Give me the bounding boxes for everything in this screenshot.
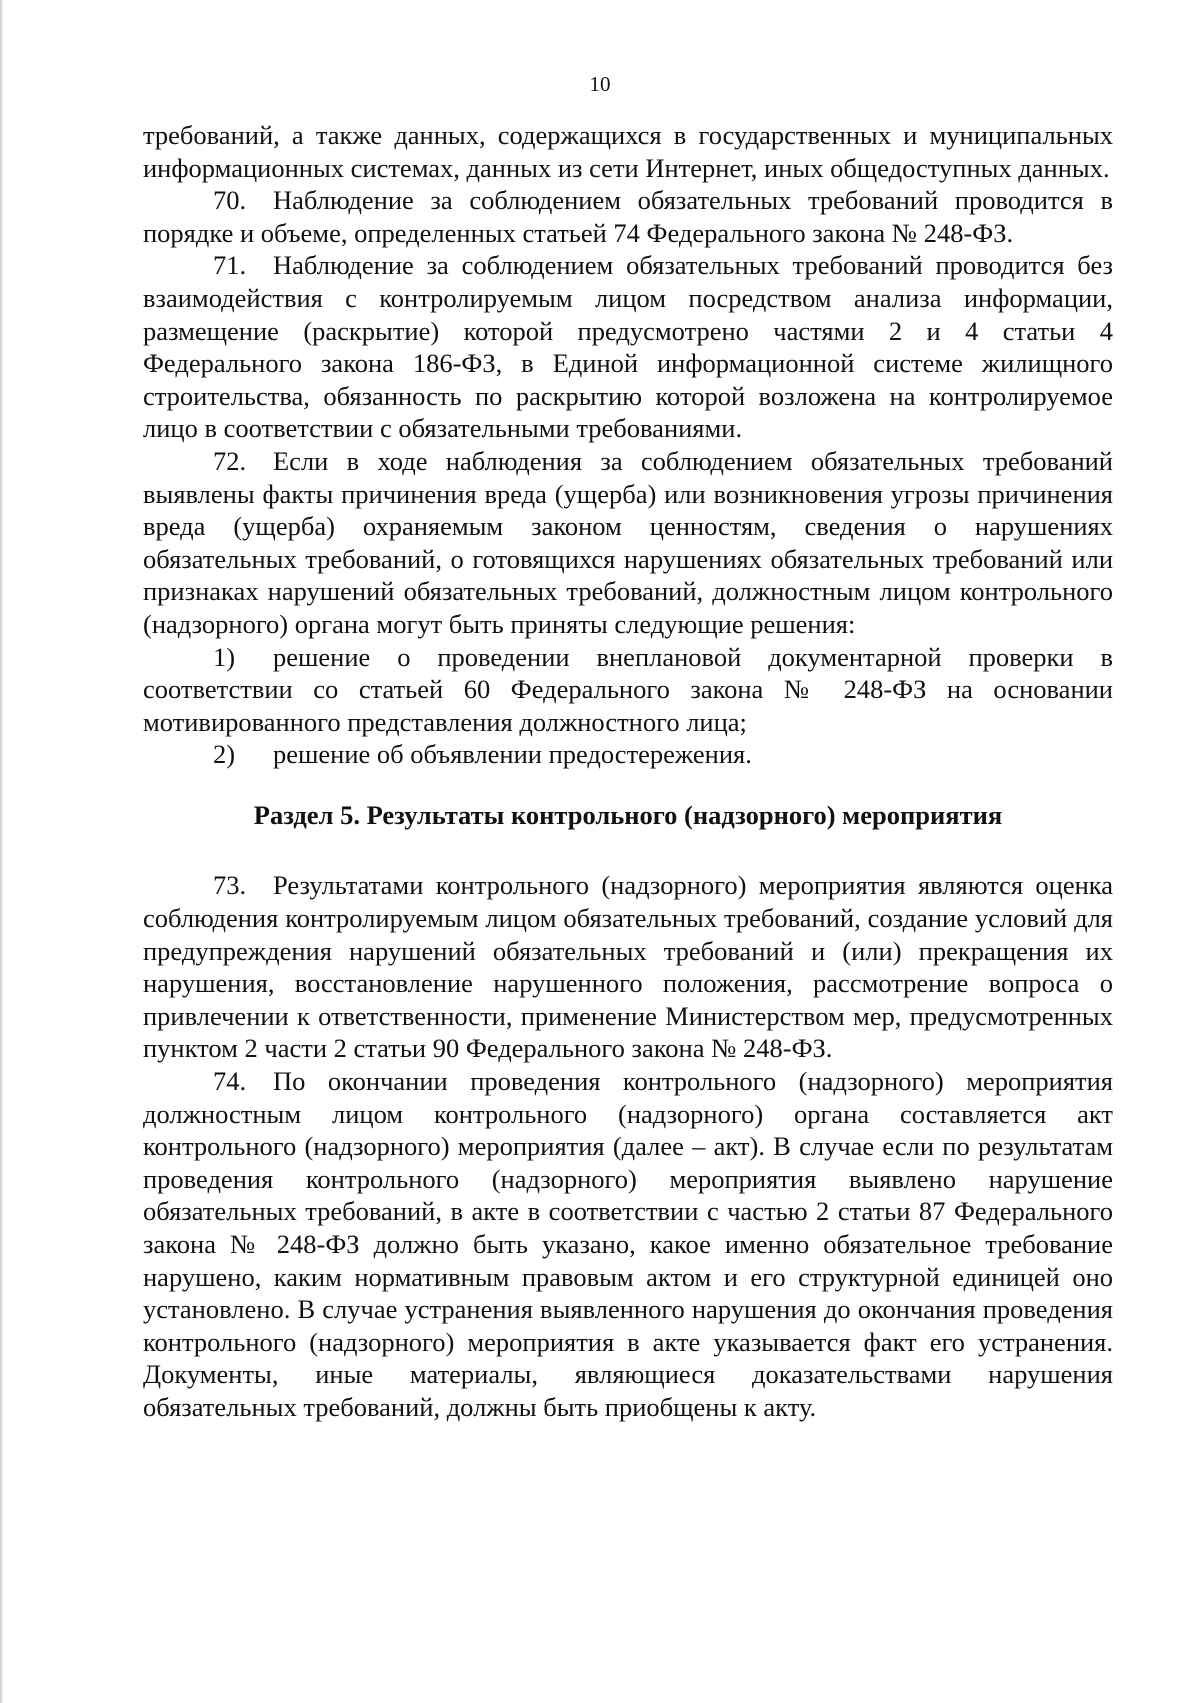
paragraph-number: 72. <box>213 445 247 476</box>
document-body <box>143 119 1113 1424</box>
paragraph-number: 70. <box>213 185 247 216</box>
paragraph-text: требований, а также данных, содержащихся в государственных и муниципальных информационных системах, данных из сети Интернет, иных общедоступных данных. <box>143 120 1113 183</box>
paragraph-continuation <box>143 119 1113 184</box>
paragraph-text: Наблюдение за соблюдением обязательных требований проводится в порядке и объеме, определенных статьей 74 Федерального закона № 248-ФЗ. <box>143 185 1113 248</box>
paragraph-74 <box>143 1065 1113 1424</box>
paragraph-number: 73. <box>213 870 247 901</box>
paragraph-number: 71. <box>213 250 247 281</box>
paragraph-text: Если в ходе наблюдения за соблюдением обязательных требований выявлены факты причинения вреда (ущерба) или возникновения угрозы причинения вреда (ущерба) охраняемым законом ценностям, сведения о нарушениях обязательных требований, о готовящихся нарушениях обязательных требований или признаках нарушений обязательных требований, должностным лицом контрольного (надзорного) органа могут быть приняты следующие решения: <box>143 445 1113 639</box>
list-item-1 <box>143 641 1113 739</box>
list-item-2 <box>143 738 1113 771</box>
list-item-text: решение о проведении внеплановой документарной проверки в соответствии со статьей 60 Федерального закона № 248-ФЗ на основании мотивированного представления должностного лица; <box>143 641 1113 737</box>
paragraph-text: Наблюдение за соблюдением обязательных требований проводится без взаимодействия с контролируемым лицом посредством анализа информации, размещение (раскрытие) которой предусмотрено частями 2 и 4 статьи 4 Федерального закона 186-ФЗ, в Единой информационной системе жилищного строительства, обязанность по раскрытию которой возложена на контролируемое лицо в соответствии с обязательными требованиями. <box>143 250 1113 444</box>
paragraph-73 <box>143 869 1113 1065</box>
paragraph-70 <box>143 184 1113 249</box>
scan-edge <box>0 0 3 1703</box>
paragraph-number: 74. <box>213 1066 247 1097</box>
list-item-text: решение об объявлении предостережения. <box>273 739 752 770</box>
list-item-number: 2) <box>213 739 236 770</box>
paragraph-text: Результатами контрольного (надзорного) мероприятия являются оценка соблюдения контролируемым лицом обязательных требований, создание условий для предупреждения нарушений обязательных требований и (или) прекращения их нарушения, восстановление нарушенного положения, рассмотрение вопроса о привлечении к ответственности, применение Министерством мер, предусмотренных пунктом 2 части 2 статьи 90 Федерального закона № 248-ФЗ. <box>143 870 1113 1064</box>
page-number: 10 <box>589 72 611 96</box>
paragraph-text: По окончании проведения контрольного (надзорного) мероприятия должностным лицом контрольного (надзорного) органа составляется акт контрольного (надзорного) мероприятия (далее – акт). В случае если по результатам проведения контрольного (надзорного) мероприятия выявлено нарушение обязательных требований, в акте в соответствии с частью 2 статьи 87 Федерального закона № 248-ФЗ должно быть указано, какое именно обязательное требование нарушено, каким нормативным правовым актом и его структурной единицей оно установлено. В случае устранения выявленного нарушения до окончания проведения контрольного (надзорного) мероприятия в акте указывается факт его устранения. Документы, иные материалы, являющиеся доказательствами нарушения обязательных требований, должны быть приобщены к акту. <box>143 1066 1113 1422</box>
section-title: Раздел 5. Результаты контрольного (надзорного) мероприятия <box>253 799 1003 830</box>
paragraph-72 <box>143 445 1113 641</box>
paragraph-71 <box>143 249 1113 445</box>
list-item-number: 1) <box>213 641 236 672</box>
